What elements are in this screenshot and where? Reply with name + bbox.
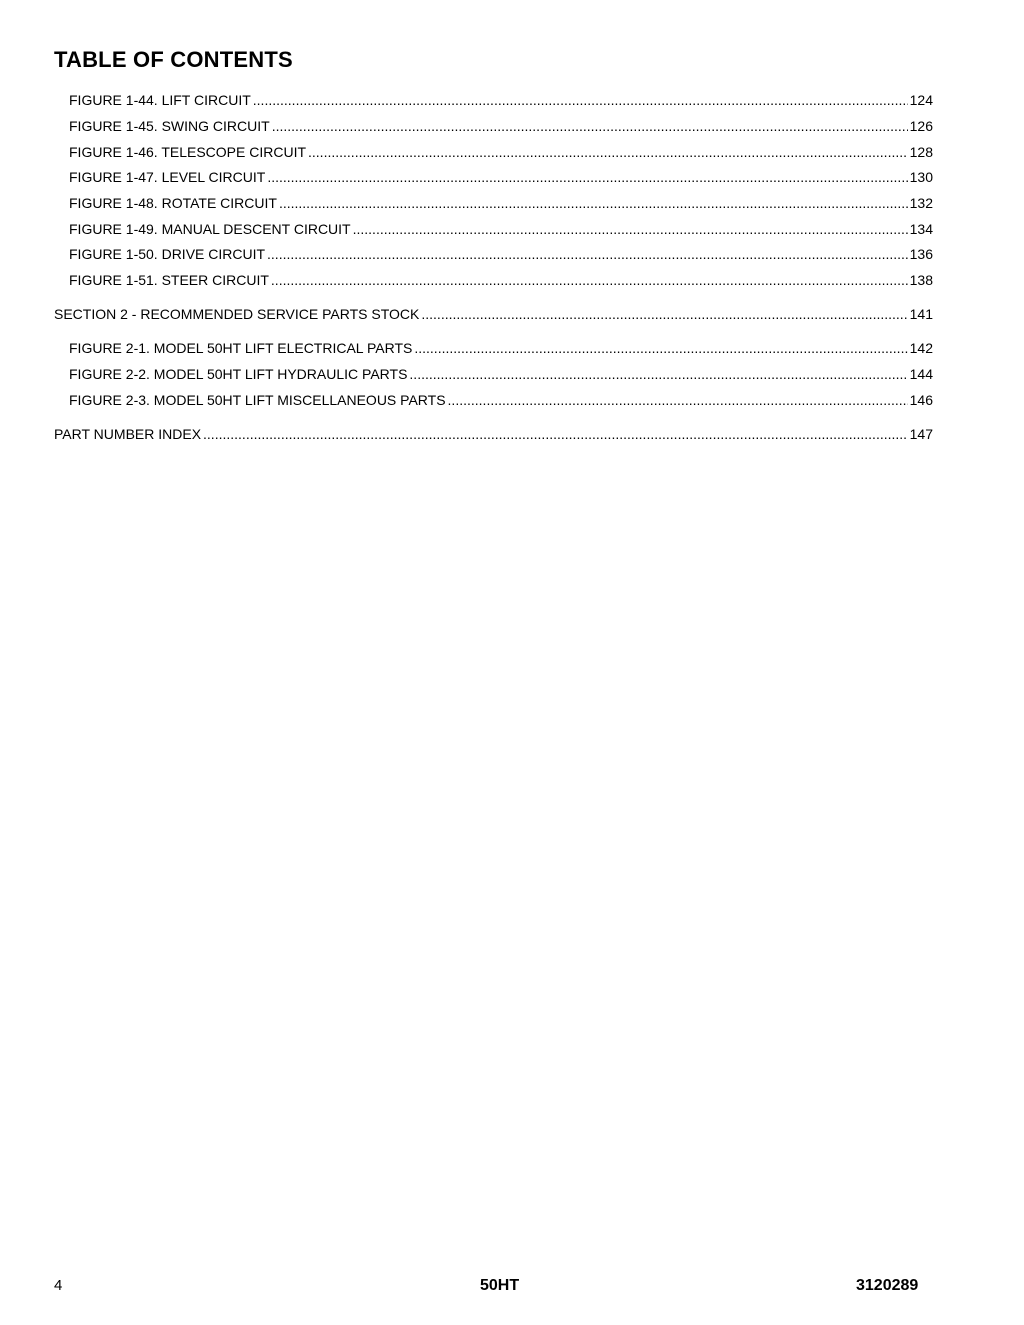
toc-entry-figure-1-51[interactable] — [69, 271, 933, 289]
toc-entry-label: FIGURE 1-46. TELESCOPE CIRCUIT — [69, 144, 307, 160]
toc-entry-page: 136 — [909, 246, 933, 262]
toc-entry-figure-1-48[interactable] — [69, 194, 933, 212]
toc-dot-leader — [253, 91, 908, 109]
toc-entry-label: FIGURE 1-47. LEVEL CIRCUIT — [69, 169, 266, 185]
footer-model-name: 50HT — [480, 1277, 520, 1294]
toc-entry-label: FIGURE 2-2. MODEL 50HT LIFT HYDRAULIC PARTS — [69, 366, 408, 382]
toc-entry-page: 147 — [909, 426, 933, 442]
toc-dot-leader — [409, 365, 907, 383]
toc-dot-leader — [353, 220, 908, 238]
toc-dot-leader — [203, 425, 908, 443]
toc-entry-label: PART NUMBER INDEX — [54, 426, 202, 442]
toc-dot-leader — [308, 143, 908, 161]
toc-entry-page: 146 — [909, 392, 933, 408]
toc-entry-figure-1-44[interactable] — [69, 91, 933, 109]
toc-entry-label: FIGURE 2-1. MODEL 50HT LIFT ELECTRICAL PARTS — [69, 340, 413, 356]
toc-entry-figure-2-3[interactable] — [69, 391, 933, 409]
toc-entry-figure-2-2[interactable] — [69, 365, 933, 383]
toc-entry-page: 126 — [909, 118, 933, 134]
toc-entry-label: SECTION 2 - RECOMMENDED SERVICE PARTS STOCK — [54, 306, 420, 322]
toc-entry-section-2[interactable] — [54, 305, 933, 323]
toc-entry-page: 124 — [909, 92, 933, 108]
toc-entry-page: 142 — [909, 340, 933, 356]
toc-entry-figure-1-49[interactable] — [69, 220, 933, 238]
toc-dot-leader — [271, 271, 908, 289]
page-title: TABLE OF CONTENTS — [54, 47, 293, 72]
footer-page-number: 4 — [54, 1277, 63, 1294]
toc-entry-page: 134 — [909, 221, 933, 237]
toc-entry-label: FIGURE 1-48. ROTATE CIRCUIT — [69, 195, 277, 211]
toc-entry-label: FIGURE 1-45. SWING CIRCUIT — [69, 118, 270, 134]
toc-entry-page: 132 — [909, 195, 933, 211]
toc-dot-leader — [448, 391, 908, 409]
toc-dot-leader — [421, 305, 907, 323]
toc-entry-figure-1-46[interactable] — [69, 143, 933, 161]
toc-entry-figure-1-45[interactable] — [69, 117, 933, 135]
toc-entry-page: 128 — [909, 144, 933, 160]
toc-dot-leader — [414, 339, 907, 357]
toc-dot-leader — [279, 194, 908, 212]
toc-entry-page: 138 — [909, 272, 933, 288]
toc-entry-page: 130 — [909, 169, 933, 185]
toc-entry-figure-1-47[interactable] — [69, 168, 933, 186]
toc-entry-page: 141 — [909, 306, 933, 322]
toc-entry-label: FIGURE 1-49. MANUAL DESCENT CIRCUIT — [69, 221, 351, 237]
toc-dot-leader — [267, 168, 907, 186]
toc-dot-leader — [267, 245, 908, 263]
toc-entry-part-number-index[interactable] — [54, 425, 933, 443]
toc-entry-label: FIGURE 1-51. STEER CIRCUIT — [69, 272, 269, 288]
toc-entry-label: FIGURE 1-44. LIFT CIRCUIT — [69, 92, 251, 108]
toc-entry-label: FIGURE 1-50. DRIVE CIRCUIT — [69, 246, 266, 262]
toc-entry-page: 144 — [909, 366, 933, 382]
toc-entry-label: FIGURE 2-3. MODEL 50HT LIFT MISCELLANEOUS PARTS — [69, 392, 446, 408]
toc-entry-figure-1-50[interactable] — [69, 245, 933, 263]
toc-dot-leader — [272, 117, 908, 135]
toc-entry-figure-2-1[interactable] — [69, 339, 933, 357]
footer-document-number: 3120289 — [856, 1277, 919, 1294]
